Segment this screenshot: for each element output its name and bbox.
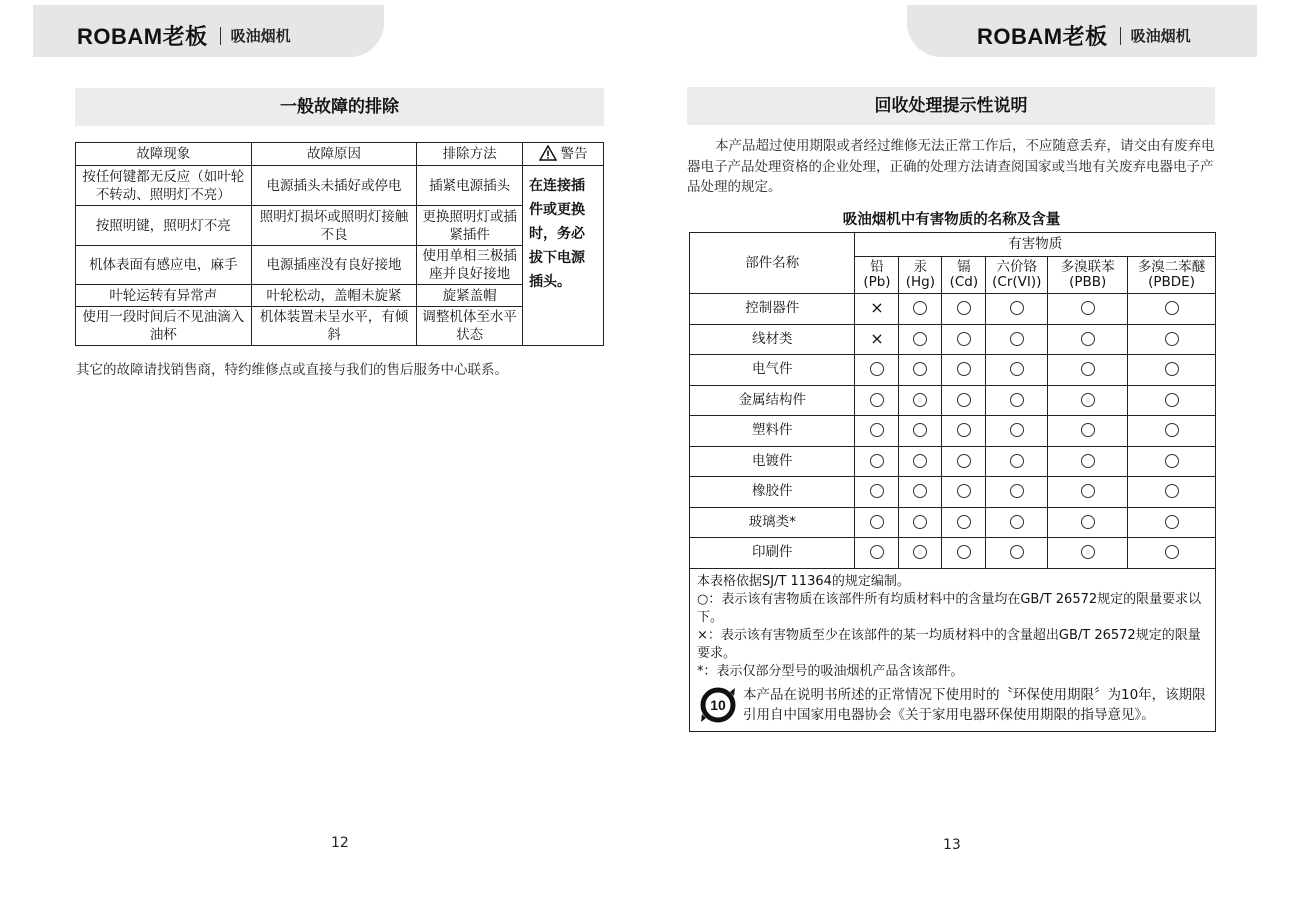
cell-mark [986, 538, 1048, 569]
cell-mark [1128, 324, 1216, 355]
cell-mark [1128, 355, 1216, 386]
cell-mark [986, 446, 1048, 477]
circle-mark-icon [1165, 362, 1179, 376]
cell-part: 电镀件 [690, 446, 855, 477]
cell-cause: 机体装置未呈水平，有倾斜 [251, 307, 417, 346]
cell-mark [986, 385, 1048, 416]
cell-mark [942, 416, 986, 447]
circle-mark-icon [957, 362, 971, 376]
substance-symbol: (Pb) [863, 274, 891, 290]
cell-mark [1048, 355, 1128, 386]
circle-mark-icon [1081, 393, 1095, 407]
page-number-right: 13 [943, 837, 961, 853]
cell-mark [942, 355, 986, 386]
epup-number: 10 [710, 696, 726, 713]
cell-mark [855, 446, 899, 477]
cell-mark [1048, 294, 1128, 325]
circle-mark-icon [1165, 454, 1179, 468]
brand-logo: ROBAM老板 [977, 24, 1108, 49]
cell-part: 电气件 [690, 355, 855, 386]
circle-mark-icon [870, 423, 884, 437]
substance-symbol: (Cr(VI)) [992, 274, 1042, 290]
cell-mark [1048, 324, 1128, 355]
cell-symptom: 按任何键都无反应（如叶轮不转动、照明灯不亮） [76, 166, 252, 206]
cell-mark [1048, 446, 1128, 477]
cell-part: 印刷件 [690, 538, 855, 569]
cell-mark [1048, 385, 1128, 416]
circle-mark-icon [1165, 484, 1179, 498]
header-substance [899, 257, 942, 294]
cell-mark [942, 324, 986, 355]
page-number-left: 12 [331, 835, 349, 851]
cell-mark [1048, 416, 1128, 447]
cell-mark [899, 385, 942, 416]
header-symptom: 故障现象 [76, 143, 252, 166]
note-line: ×：表示该有害物质至少在该部件的某一均质材料中的含量超出GB/T 26572规定的限量要求。 [697, 627, 1201, 661]
circle-mark-icon [1081, 423, 1095, 437]
circle-mark-icon [1165, 393, 1179, 407]
cell-part: 线材类 [690, 324, 855, 355]
circle-mark-icon [1165, 515, 1179, 529]
cell-cause: 电源插头未插好或停电 [251, 166, 417, 206]
product-name: 吸油烟机 [230, 27, 291, 45]
cell-mark [986, 324, 1048, 355]
circle-mark-icon [913, 484, 927, 498]
circle-mark-icon [1081, 484, 1095, 498]
cell-mark [855, 507, 899, 538]
circle-mark-icon [1165, 423, 1179, 437]
header-tab-left [33, 5, 384, 57]
cell-part: 玻璃类* [690, 507, 855, 538]
cell-symptom: 使用一段时间后不见油滴入油杯 [76, 307, 252, 346]
substance-symbol: (Cd) [949, 274, 979, 290]
cell-mark [986, 294, 1048, 325]
cell-mark [1128, 416, 1216, 447]
cell-mark [1048, 477, 1128, 508]
circle-mark-icon [957, 423, 971, 437]
hazardous-table-title: 吸油烟机中有害物质的名称及含量 [842, 212, 1061, 228]
cell-mark [986, 416, 1048, 447]
epup-block [697, 685, 1209, 725]
header-cause: 故障原因 [251, 143, 417, 166]
cell-fix: 旋紧盖帽 [417, 285, 523, 307]
substance-name: 多溴二苯醚 [1137, 259, 1206, 275]
table-row [690, 324, 1216, 355]
brand-divider [220, 27, 221, 45]
substance-name: 镉 [957, 259, 971, 275]
circle-mark-icon [1010, 301, 1024, 315]
cell-mark [1128, 538, 1216, 569]
cell-symptom: 叶轮运转有异常声 [76, 285, 252, 307]
cell-mark [942, 385, 986, 416]
table-row [690, 507, 1216, 538]
troubleshooting-title: 一般故障的排除 [75, 88, 604, 126]
circle-mark-icon [870, 454, 884, 468]
table-row [76, 166, 604, 206]
circle-mark-icon [870, 393, 884, 407]
circle-mark-icon [870, 362, 884, 376]
brand-logo: ROBAM老板 [77, 24, 208, 49]
cell-mark [855, 294, 899, 325]
header-substance [1048, 257, 1128, 294]
cell-mark [899, 446, 942, 477]
circle-mark-icon [957, 332, 971, 346]
circle-mark-icon [1165, 301, 1179, 315]
circle-mark-icon [1081, 454, 1095, 468]
table-header-row [76, 143, 604, 166]
table-notes-row [690, 568, 1216, 731]
header-part: 部件名称 [690, 233, 855, 294]
circle-mark-icon [1010, 332, 1024, 346]
epup-note: 本产品在说明书所述的正常情况下使用时的〝环保使用期限〞为10年，该期限引用自中国家用电器协会《关于家用电器环保使用期限的指导意见》。 [743, 686, 1206, 723]
note-line: 本表格依据SJ/T 11364的规定编制。 [697, 573, 910, 589]
circle-mark-icon [1010, 454, 1024, 468]
circle-mark-icon [957, 515, 971, 529]
recycling-title: 回收处理提示性说明 [687, 87, 1215, 125]
cell-part: 塑料件 [690, 416, 855, 447]
circle-mark-icon [1081, 545, 1095, 559]
circle-mark-icon [1010, 423, 1024, 437]
cell-mark [855, 477, 899, 508]
table-row [690, 477, 1216, 508]
warning-label: 警告 [560, 146, 588, 162]
circle-mark-icon [1165, 545, 1179, 559]
circle-mark-icon [1165, 332, 1179, 346]
header-substance [942, 257, 986, 294]
cell-mark [899, 538, 942, 569]
cell-mark [899, 507, 942, 538]
cell-mark [1128, 294, 1216, 325]
circle-mark-icon [913, 393, 927, 407]
table-notes [690, 568, 1216, 731]
cell-mark [899, 294, 942, 325]
cell-mark [1128, 446, 1216, 477]
table-row [690, 446, 1216, 477]
table-row [690, 385, 1216, 416]
cell-cause: 照明灯损坏或照明灯接触不良 [251, 206, 417, 246]
cell-part: 橡胶件 [690, 477, 855, 508]
cell-mark [855, 355, 899, 386]
cell-part: 控制器件 [690, 294, 855, 325]
troubleshooting-table [75, 142, 604, 346]
cross-mark-icon: × [870, 298, 884, 318]
header-tab-right [907, 5, 1257, 57]
cell-mark [1128, 385, 1216, 416]
table-row [690, 355, 1216, 386]
circle-mark-icon [1081, 301, 1095, 315]
cross-mark-icon: × [870, 328, 884, 348]
cell-mark [942, 507, 986, 538]
cell-mark [899, 477, 942, 508]
header-fix: 排除方法 [417, 143, 523, 166]
note-line: ○：表示该有害物质在该部件所有均质材料中的含量均在GB/T 26572规定的限量要求以下。 [697, 591, 1202, 625]
cell-mark [986, 355, 1048, 386]
circle-mark-icon [1010, 362, 1024, 376]
cell-mark [986, 507, 1048, 538]
header-substance [855, 257, 899, 294]
circle-mark-icon [913, 332, 927, 346]
circle-mark-icon [913, 515, 927, 529]
header-substance [986, 257, 1048, 294]
circle-mark-icon [913, 423, 927, 437]
brand-left [77, 20, 291, 51]
circle-mark-icon [1010, 393, 1024, 407]
circle-mark-icon [957, 393, 971, 407]
cell-mark [1128, 507, 1216, 538]
circle-mark-icon [1081, 332, 1095, 346]
circle-mark-icon [957, 301, 971, 315]
header-hazard-group: 有害物质 [855, 233, 1216, 257]
circle-mark-icon [1010, 545, 1024, 559]
substance-symbol: (PBDE) [1148, 274, 1195, 290]
substance-symbol: (Hg) [905, 274, 936, 290]
product-name: 吸油烟机 [1130, 27, 1191, 45]
circle-mark-icon [913, 362, 927, 376]
circle-mark-icon [1010, 484, 1024, 498]
cell-fix: 使用单相三极插座并良好接地 [417, 246, 523, 285]
header-substance [1128, 257, 1216, 294]
cell-mark [899, 416, 942, 447]
circle-mark-icon [957, 484, 971, 498]
warning-text: 在连接插件或更换时，务必拔下电源插头。 [523, 166, 604, 346]
table-header-row [690, 233, 1216, 257]
cell-mark [899, 355, 942, 386]
warning-icon [539, 145, 557, 161]
table-row [690, 538, 1216, 569]
cell-mark [942, 446, 986, 477]
cell-mark [1128, 477, 1216, 508]
hazardous-substance-table [689, 232, 1216, 732]
substance-name: 铅 [870, 259, 884, 275]
header-warning [523, 143, 604, 166]
table-row [690, 294, 1216, 325]
cell-mark [1048, 538, 1128, 569]
service-note: 其它的故障请找销售商，特约维修点或直接与我们的售后服务中心联系。 [76, 362, 508, 378]
cell-mark [855, 538, 899, 569]
epup-10-icon [697, 685, 739, 725]
recycling-intro: 本产品超过使用期限或者经过维修无法正常工作后，不应随意丢弃，请交由有废弃电器电子产品处理资格的企业处理，正确的处理方法请查阅国家或当地有关废弃电器电子产品处理的规定。 [687, 138, 1215, 195]
cell-fix: 调整机体至水平状态 [417, 307, 523, 346]
circle-mark-icon [957, 454, 971, 468]
circle-mark-icon [1010, 515, 1024, 529]
substance-name: 多溴联苯 [1060, 259, 1115, 275]
circle-mark-icon [870, 545, 884, 559]
substance-name: 六价铬 [996, 259, 1038, 275]
cell-cause: 电源插座没有良好接地 [251, 246, 417, 285]
cell-mark [899, 324, 942, 355]
cell-part: 金属结构件 [690, 385, 855, 416]
cell-mark [986, 477, 1048, 508]
circle-mark-icon [870, 515, 884, 529]
note-line: *：表示仅部分型号的吸油烟机产品含该部件。 [697, 663, 964, 679]
circle-mark-icon [913, 545, 927, 559]
cell-mark [942, 294, 986, 325]
cell-cause: 叶轮松动，盖帽未旋紧 [251, 285, 417, 307]
cell-mark [855, 416, 899, 447]
cell-symptom: 按照明键，照明灯不亮 [76, 206, 252, 246]
cell-symptom: 机体表面有感应电，麻手 [76, 246, 252, 285]
brand-divider [1120, 27, 1121, 45]
cell-mark [855, 324, 899, 355]
table-row [690, 416, 1216, 447]
circle-mark-icon [913, 454, 927, 468]
circle-mark-icon [870, 484, 884, 498]
brand-right [977, 20, 1191, 51]
cell-fix: 插紧电源插头 [417, 166, 523, 206]
substance-name: 汞 [913, 259, 928, 275]
cell-fix: 更换照明灯或插紧插件 [417, 206, 523, 246]
cell-mark [942, 538, 986, 569]
circle-mark-icon [1081, 362, 1095, 376]
cell-mark [942, 477, 986, 508]
substance-symbol: (PBB) [1069, 274, 1107, 290]
circle-mark-icon [957, 545, 971, 559]
circle-mark-icon [1081, 515, 1095, 529]
circle-mark-icon [913, 301, 927, 315]
cell-mark [1048, 507, 1128, 538]
cell-mark [855, 385, 899, 416]
